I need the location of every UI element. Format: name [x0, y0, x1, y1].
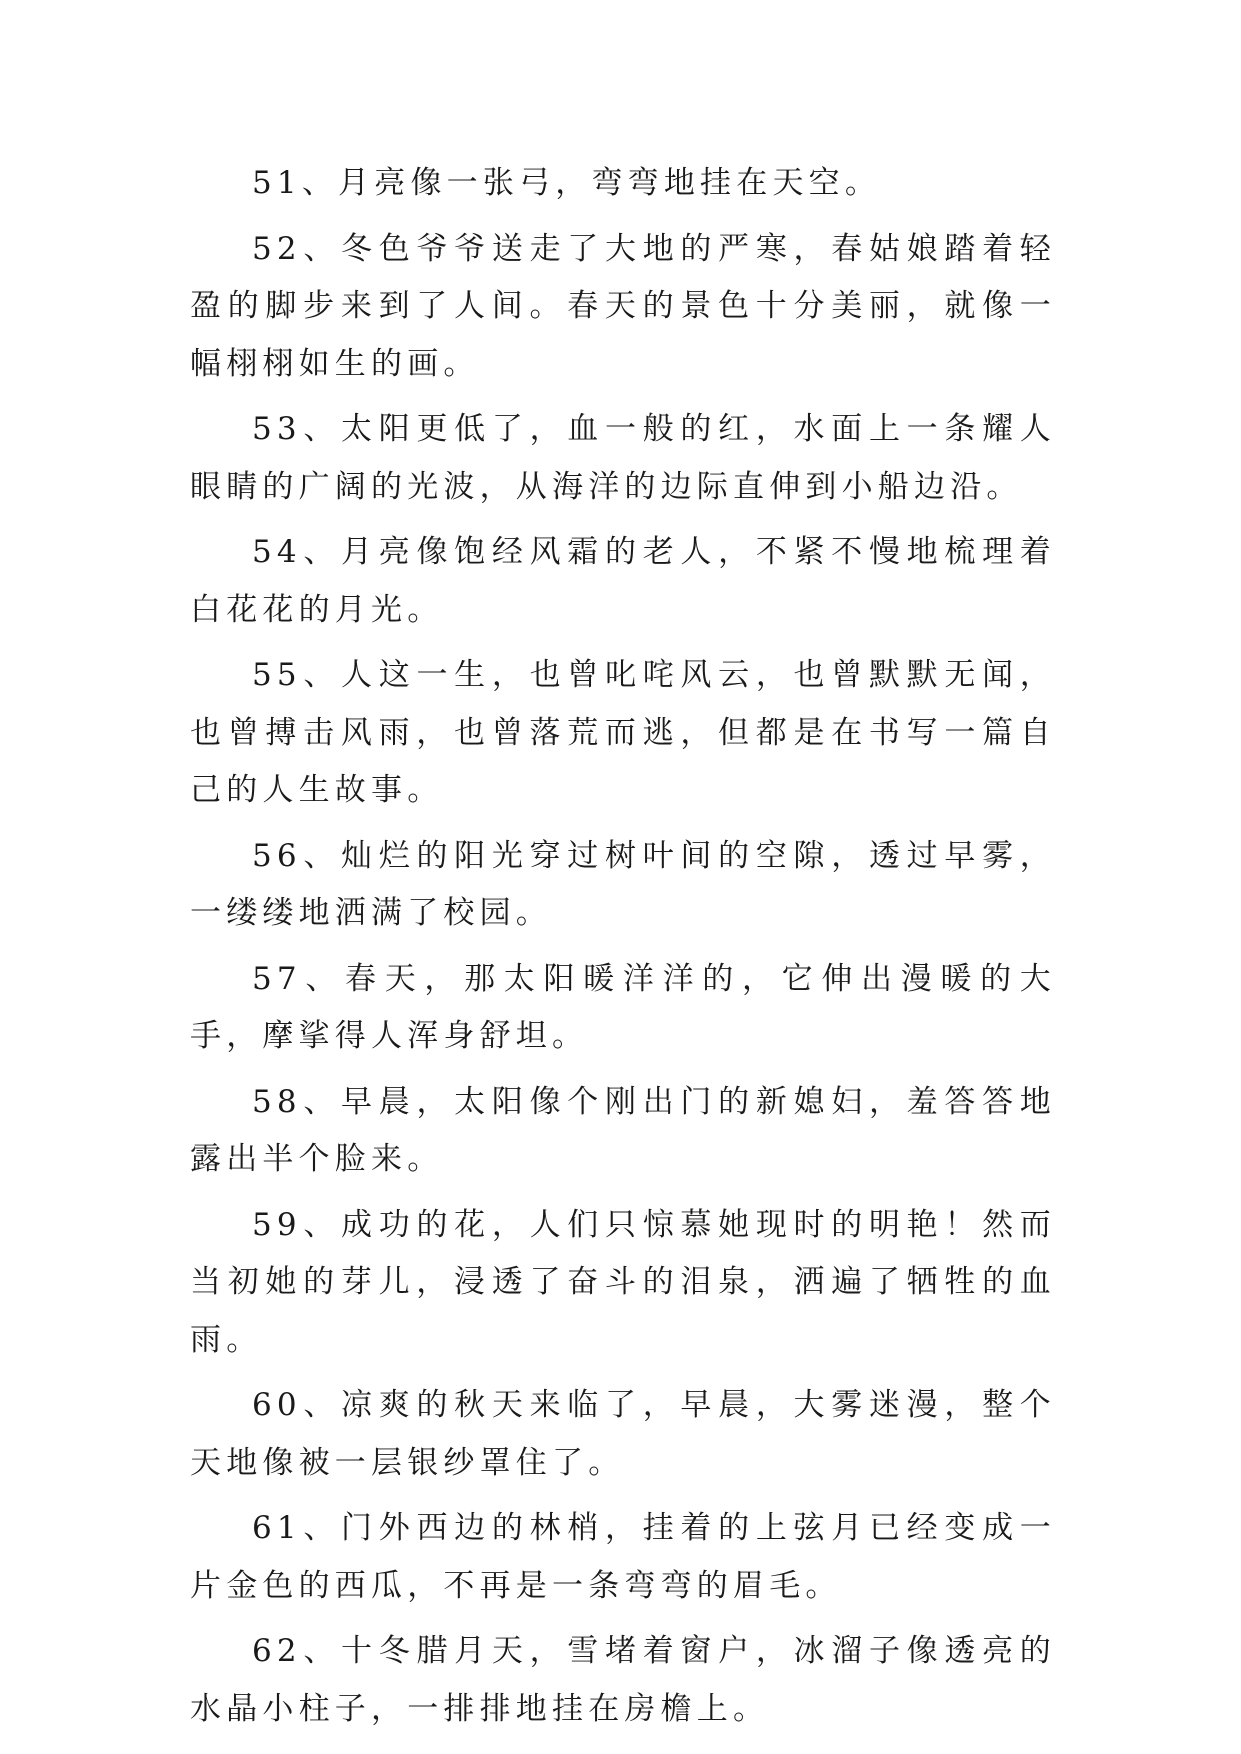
paragraph-54: 54、月亮像饱经风霜的老人，不紧不慢地梳理着白花花的月光。	[190, 534, 1056, 628]
paragraph-57: 57、春天，那太阳暖洋洋的，它伸出漫暖的大手，摩挲得人浑身舒坦。	[190, 960, 1056, 1054]
paragraph-55: 55、人这一生，也曾叱咤风云，也曾默默无闻，也曾搏击风雨，也曾落荒而逃，但都是在书写一篇自己的人生故事。	[190, 657, 1056, 808]
paragraph-51: 51、月亮像一张弓，弯弯地挂在天空。	[252, 165, 882, 201]
document-page	[190, 155, 1056, 1746]
paragraph-52: 52、冬色爷爷送走了大地的严寒，春姑娘踏着轻盈的脚步来到了人间。春天的景色十分美丽，就像一幅栩栩如生的画。	[190, 230, 1056, 382]
paragraph-53: 53、太阳更低了，血一般的红，水面上一条耀人眼睛的广阔的光波，从海洋的边际直伸到小船边沿。	[190, 411, 1056, 505]
paragraph-58: 58、早晨，太阳像个刚出门的新媳妇，羞答答地露出半个脸来。	[190, 1083, 1056, 1177]
paragraph-61: 61、门外西边的林梢，挂着的上弦月已经变成一片金色的西瓜，不再是一条弯弯的眉毛。	[190, 1510, 1056, 1604]
paragraph-60: 60、凉爽的秋天来临了，早晨，大雾迷漫，整个天地像被一层银纱罩住了。	[190, 1387, 1056, 1481]
paragraph-59: 59、成功的花，人们只惊慕她现时的明艳！然而当初她的芽儿，浸透了奋斗的泪泉，洒遍了牺牲的血雨。	[190, 1206, 1056, 1358]
paragraph-62: 62、十冬腊月天，雪堵着窗户，冰溜子像透亮的水晶小柱子，一排排地挂在房檐上。	[190, 1633, 1056, 1727]
paragraph-56: 56、灿烂的阳光穿过树叶间的空隙，透过早雾，一缕缕地洒满了校园。	[190, 837, 1056, 931]
